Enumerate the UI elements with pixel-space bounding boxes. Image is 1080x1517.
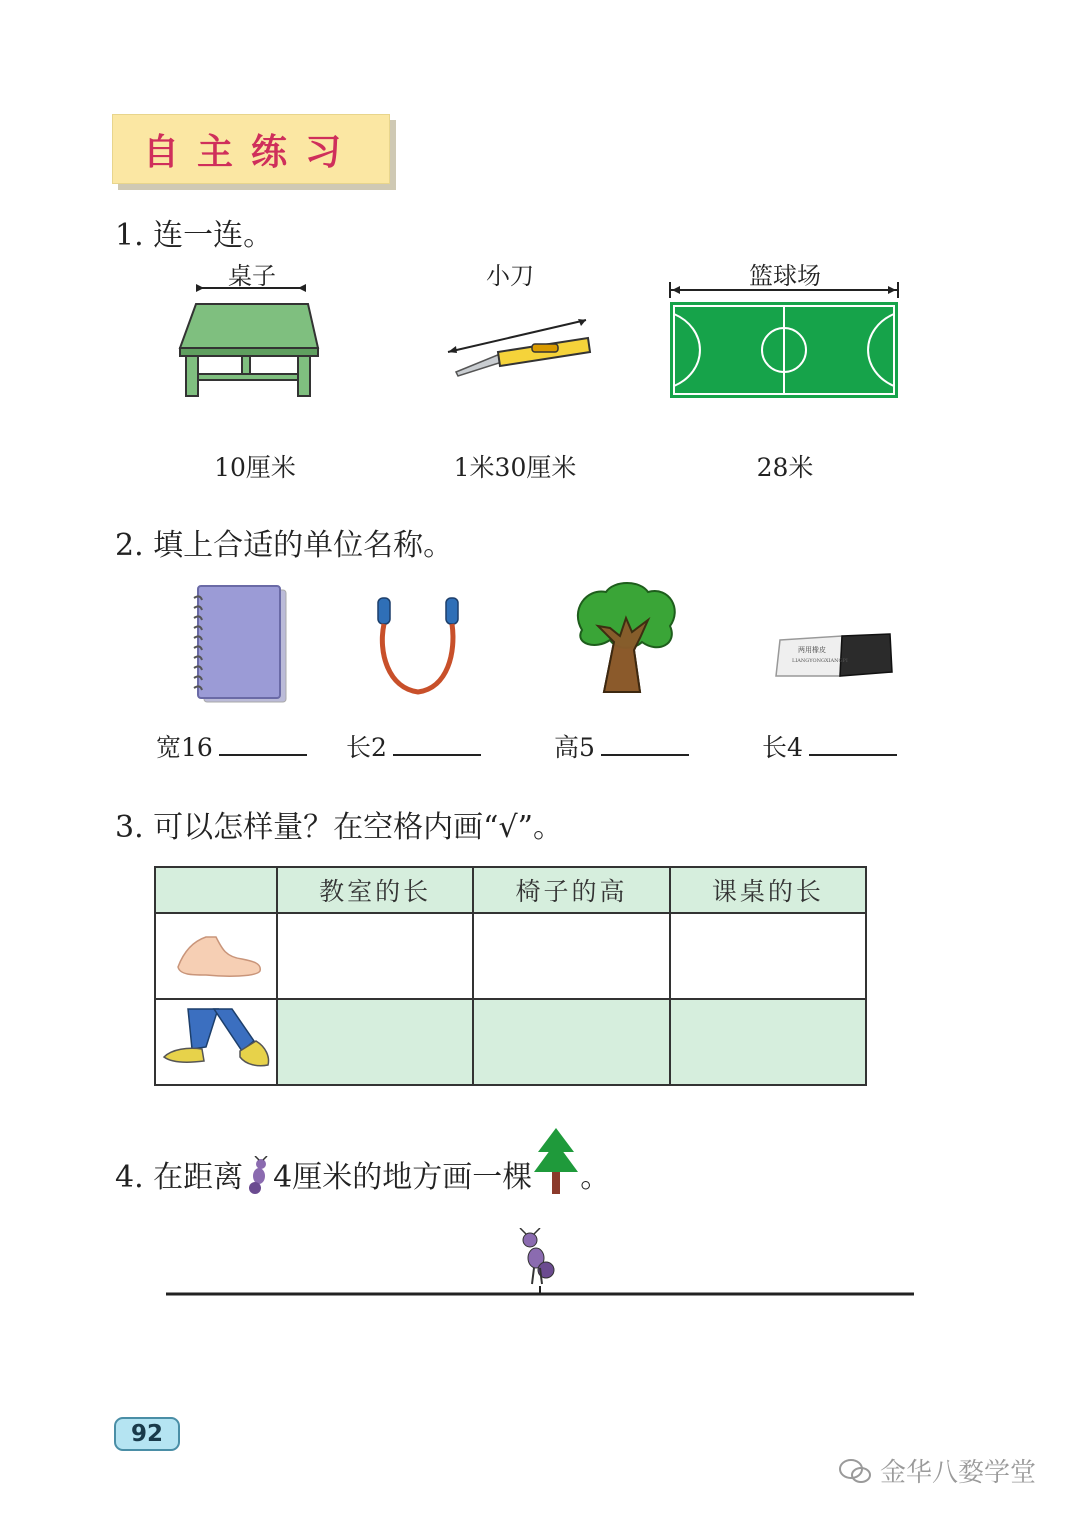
ant-icon (243, 1156, 273, 1196)
q3-prompt: 3. 可以怎样量？在空格内画“√”。 (115, 810, 563, 845)
rope-unit-blank[interactable] (393, 730, 481, 756)
q4-prompt-start: 4. 在距离 (115, 1160, 244, 1195)
measure-line (166, 1280, 916, 1300)
notebook-icon (190, 584, 288, 704)
section-banner (112, 114, 390, 184)
walking-cell (155, 999, 277, 1085)
eraser-measure (762, 728, 897, 764)
check-cell[interactable] (473, 913, 669, 999)
walking-legs-icon (158, 1005, 274, 1075)
notebook-measure (156, 728, 307, 764)
notebook-unit-blank[interactable] (219, 730, 307, 756)
foot-icon (166, 929, 266, 979)
length-option-1: 10厘米 (214, 453, 296, 482)
q4-prompt (115, 1126, 610, 1196)
tree-icon (570, 580, 682, 696)
table-header-classroom-length: 教室的长 (277, 867, 473, 913)
section-title: 自主练习 (142, 131, 359, 173)
check-cell[interactable] (277, 913, 473, 999)
watermark (838, 1452, 1036, 1489)
check-cell[interactable] (277, 999, 473, 1085)
q4-prompt-end: 。 (580, 1160, 611, 1195)
length-option-3: 28米 (756, 453, 814, 482)
table-row (155, 913, 866, 999)
jump-rope-icon (368, 592, 468, 700)
ant-icon (514, 1228, 558, 1288)
desk-label: 桌子 (228, 262, 276, 290)
basketball-court-icon (668, 280, 900, 402)
q4-prompt-middle: 4厘米的地方画一棵 (273, 1160, 533, 1195)
wechat-icon (838, 1457, 872, 1485)
tree-measure (554, 728, 689, 764)
check-cell[interactable] (670, 999, 866, 1085)
rope-measure (346, 728, 481, 764)
watermark-text: 金华八婺学堂 (880, 1458, 1037, 1488)
eraser-unit-blank[interactable] (809, 730, 897, 756)
pine-tree-icon (532, 1126, 580, 1196)
eraser-brand-latin: LIANGYONGXIANGPI (792, 658, 848, 664)
eraser-icon (772, 630, 896, 682)
tree-unit-blank[interactable] (601, 730, 689, 756)
check-cell[interactable] (473, 999, 669, 1085)
court-label: 篮球场 (749, 262, 821, 290)
check-cell[interactable] (670, 913, 866, 999)
utility-knife-icon (440, 310, 600, 380)
table-header-empty (155, 867, 277, 913)
q1-prompt: 1. 连一连。 (115, 218, 274, 253)
eraser-measure-text: 长4 (762, 733, 803, 762)
q2-prompt: 2. 填上合适的单位名称。 (115, 528, 454, 563)
rope-measure-text: 长2 (346, 733, 387, 762)
table-row (155, 999, 866, 1085)
eraser-brand: 两用橡皮 (798, 646, 826, 654)
tree-measure-text: 高5 (554, 733, 595, 762)
table-header-chair-height: 椅子的高 (473, 867, 669, 913)
desk-icon (176, 278, 326, 402)
length-option-2: 1米30厘米 (453, 453, 577, 482)
measure-method-table (154, 866, 867, 1086)
table-header-desk-length: 课桌的长 (670, 867, 866, 913)
notebook-measure-text: 宽16 (156, 733, 213, 762)
knife-label: 小刀 (486, 262, 534, 290)
foot-cell (155, 913, 277, 999)
page-number: 92 (114, 1417, 180, 1451)
